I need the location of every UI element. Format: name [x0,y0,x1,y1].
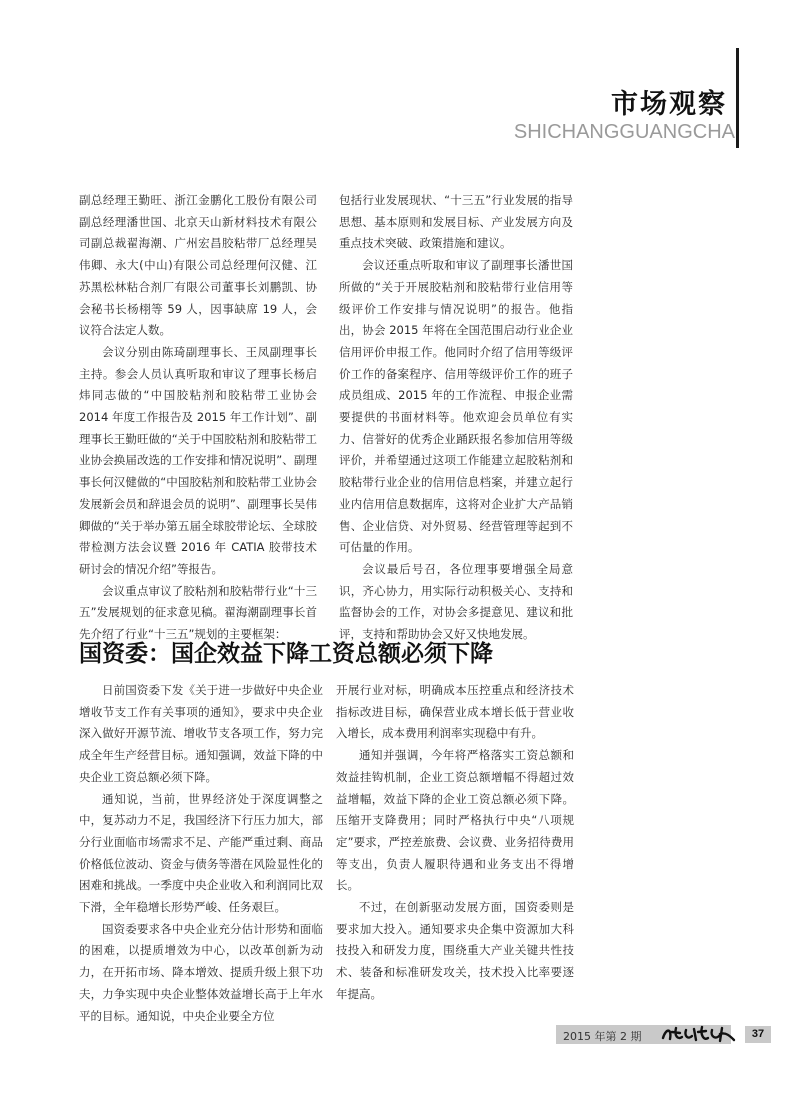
section-subtitle: SHICHANGGUANGCHA [513,121,735,143]
magazine-logo [660,1024,738,1045]
paragraph: 会议分别由陈琦副理事长、王凤副理事长主持。参会人员认真听取和审议了理事长杨启炜同志做的“中国胶粘剂和胶粘带工业协会 2014 年度工作报告及 2015 年工作计划”、副理事长王勤旺做的“关于中国胶粘剂和胶粘带工业协会换届改选的工作安排和情况说明”、副理事长何汉健做的“中国胶粘剂和胶粘带工业协会发展新会员和辞退会员的说明”、副理事长吴伟卿做的“关于举办第五届全球胶带论坛、全球胶带检测方法会议暨 2016 年 CATIA 胶带技术研讨会的情况介绍”等报告。 [79,344,317,576]
article2-column-right [336,680,574,1006]
issue-label: 2015 年第 2 期 [563,1030,642,1043]
paragraph: 包括行业发展现状、“十三五”行业发展的指导思想、基本原则和发展目标、产业发展方向及重点技术突破、政策措施和建议。 [339,193,573,251]
article-headline: 国资委：国企效益下降工资总额必须下降 [79,641,493,667]
paragraph: 会议最后号召，各位理事要增强全局意识，齐心协力，用实际行动积极关心、支持和监督协会的工作，对协会多提意见、建议和批评，支持和帮助协会又好又快地发展。 [339,561,573,642]
page-number: 37 [745,1026,771,1043]
paragraph: 副总经理王勤旺、浙江金鹏化工股份有限公司副总经理潘世国、北京天山新材料技术有限公司副总裁翟海潮、广州宏昌胶粘带厂总经理吴伟卿、永大(中山)有限公司总经理何汉健、江苏黑松林粘合剂厂有限公司董事长刘鹏凯、协会秘书长杨栩等 59 人，因事缺席 19 人，会议符合法定人数。 [79,193,317,338]
article2-column-left [79,680,323,1027]
paragraph: 国资委要求各中央企业充分估计形势和面临的困难，以提质增效为中心，以改革创新为动力，在开拓市场、降本增效、提质升级上狠下功夫，力争实现中央企业整体效益增长高于上年水平的目标。通知说，中央企业要全方位 [79,921,323,1023]
article1-column-left [79,190,317,646]
paragraph: 不过，在创新驱动发展方面，国资委则是要求加大投入。通知要求央企集中资源加大科技投入和研发力度，围绕重大产业关键共性技术、装备和标准研发攻关，技术投入比率要逐年提高。 [336,900,574,1001]
article1-column-right [339,190,573,646]
section-title: 市场观察 [611,89,727,120]
header-vertical-rule [736,48,739,148]
paragraph: 会议还重点听取和审议了副理事长潘世国所做的“关于开展胶粘剂和胶粘带行业信用等级评价工作安排与情况说明”的报告。他指出，协会 2015 年将在全国范围启动行业企业信用评价申报工作。他同时介绍了信用等级评价工作的备案程序、信用等级评价工作的班子成员组成、2015 年的工作流程、申报企业需要提供的书面材料等。他欢迎会员单位有实力、信誉好的优秀企业踊跃报名参加信用等级评价，并希望通过这项工作能建立起胶粘剂和胶粘带行业企业的信用信息档案，并建立起行业内信用信息数据库，这将对企业扩大产品销售、企业信贷、对外贸易、经营管理等起到不可估量的作用。 [339,258,573,555]
paragraph: 会议重点审议了胶粘剂和胶粘带行业“十三五”发展规划的征求意见稿。翟海潮副理事长首先介绍了行业“十三五”规划的主要框架： [79,583,317,642]
paragraph: 通知说，当前，世界经济处于深度调整之中，复苏动力不足，我国经济下行压力加大，部分行业面临市场需求不足、产能严重过剩、商品价格低位波动、资金与债务等潜在风险显性化的困难和挑战。一季度中央企业收入和利润同比双下滑，全年稳增长形势严峻、任务艰巨。 [79,791,323,915]
paragraph: 通知并强调，今年将严格落实工资总额和效益挂钩机制，企业工资总额增幅不得超过效益增幅，效益下降的企业工资总额必须下降。压缩开支降费用；同时严格执行中央“八项规定”要求，严控差旅费、会议费、业务招待费用等支出，负责人履职待遇和业务支出不得增长。 [336,748,574,893]
paragraph: 开展行业对标，明确成本压控重点和经济技术指标改进目标，确保营业成本增长低于营业收入增长，成本费用利润率实现稳中有升。 [336,683,574,741]
paragraph: 日前国资委下发《关于进一步做好中央企业增收节支工作有关事项的通知》，要求中央企业深入做好开源节流、增收节支各项工作，努力完成全年生产经营目标。通知强调，效益下降的中央企业工资总额必须下降。 [79,683,323,784]
